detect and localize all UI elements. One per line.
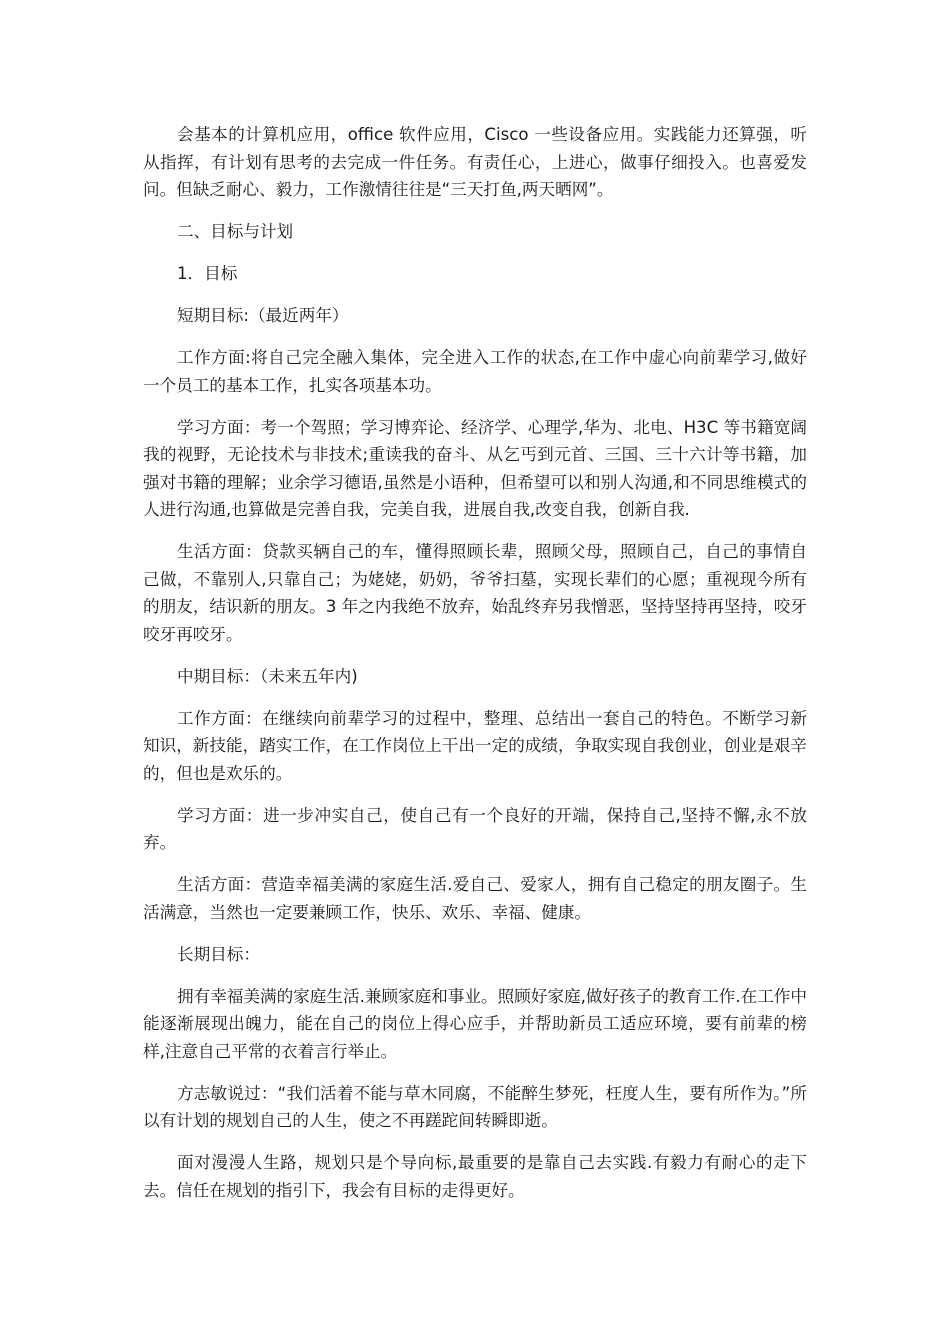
- paragraph-quote: 方志敏说过：“我们活着不能与草木同腐，不能醉生梦死，枉度人生，要有所作为。”所以有计划的规划自己的人生，使之不再蹉跎间转瞬即逝。: [143, 1083, 807, 1130]
- paragraph-long-term: 拥有幸福美满的家庭生活.兼顾家庭和事业。照顾好家庭,做好孩子的教育工作.在工作中能逐渐展现出魄力，能在自己的岗位上得心应手，并帮助新员工适应环境，要有前辈的榜样,注意自己平常的衣着言行举止。: [143, 986, 807, 1061]
- paragraph-mid-term-life: 生活方面：营造幸福美满的家庭生活.爱自己、爱家人，拥有自己稳定的朋友圈子。生活满意，当然也一定要兼顾工作，快乐、欢乐、幸福、健康。: [143, 875, 807, 922]
- paragraph-skills: 会基本的计算机应用，office 软件应用，Cisco 一些设备应用。实践能力还算强，听从指挥，有计划有思考的去完成一件任务。有责任心，上进心，做事仔细投入。也喜爱发问。但缺乏耐心、毅力，工作激情往往是“三天打鱼,两天晒网”。: [143, 125, 807, 199]
- paragraph-mid-term-work: 工作方面：在继续向前辈学习的过程中，整理、总结出一套自己的特色。不断学习新知识，新技能，踏实工作，在工作岗位上干出一定的成绩，争取实现自我创业，创业是艰辛的，但也是欢乐的。: [143, 708, 807, 783]
- paragraph-short-term-life: 生活方面：贷款买辆自己的车，懂得照顾长辈，照顾父母，照顾自己，自己的事情自己做，不靠别人,只靠自己；为姥姥，奶奶，爷爷扫墓，实现长辈们的心愿；重视现今所有的朋友，结识新的朋友。3 年之内我绝不放弃，始乱终弃另我憎恶，坚持坚持再坚持，咬牙咬牙再咬牙。: [143, 542, 807, 644]
- heading-mid-term-goals: 中期目标：（未来五年内): [177, 666, 358, 686]
- heading-short-term-goals: 短期目标:（最近两年）: [177, 306, 349, 325]
- paragraph-mid-term-study: 学习方面：进一步冲实自己，使自己有一个良好的开端，保持自己,坚持不懈,永不放弃。: [143, 805, 807, 852]
- document-body: [143, 121, 807, 1219]
- section-heading-goals-and-plans: 二、目标与计划: [177, 222, 294, 241]
- heading-long-term-goals: 长期目标：: [177, 944, 260, 964]
- paragraph-short-term-study: 学习方面：考一个驾照；学习博弈论、经济学、心理学,华为、北电、H3C 等书籍宽阔我的视野，无论技术与非技术;重读我的奋斗、从乞丐到元首、三国、三十六计等书籍，加强对书籍的理解；业余学习德语,虽然是小语种，但希望可以和别人沟通,和不同思维模式的人进行沟通,也算做是完善自我，完美自我，进展自我,改变自我，创新自我.: [143, 417, 807, 519]
- subheading-goals: 1．目标: [177, 264, 238, 283]
- paragraph-conclusion: 面对漫漫人生路，规划只是个导向标,最重要的是靠自己去实践.有毅力有耐心的走下去。信任在规划的指引下，我会有目标的走得更好。: [143, 1153, 807, 1200]
- paragraph-short-term-work: 工作方面:将自己完全融入集体，完全进入工作的状态,在工作中虚心向前辈学习,做好一个员工的基本工作，扎实各项基本功。: [143, 348, 807, 395]
